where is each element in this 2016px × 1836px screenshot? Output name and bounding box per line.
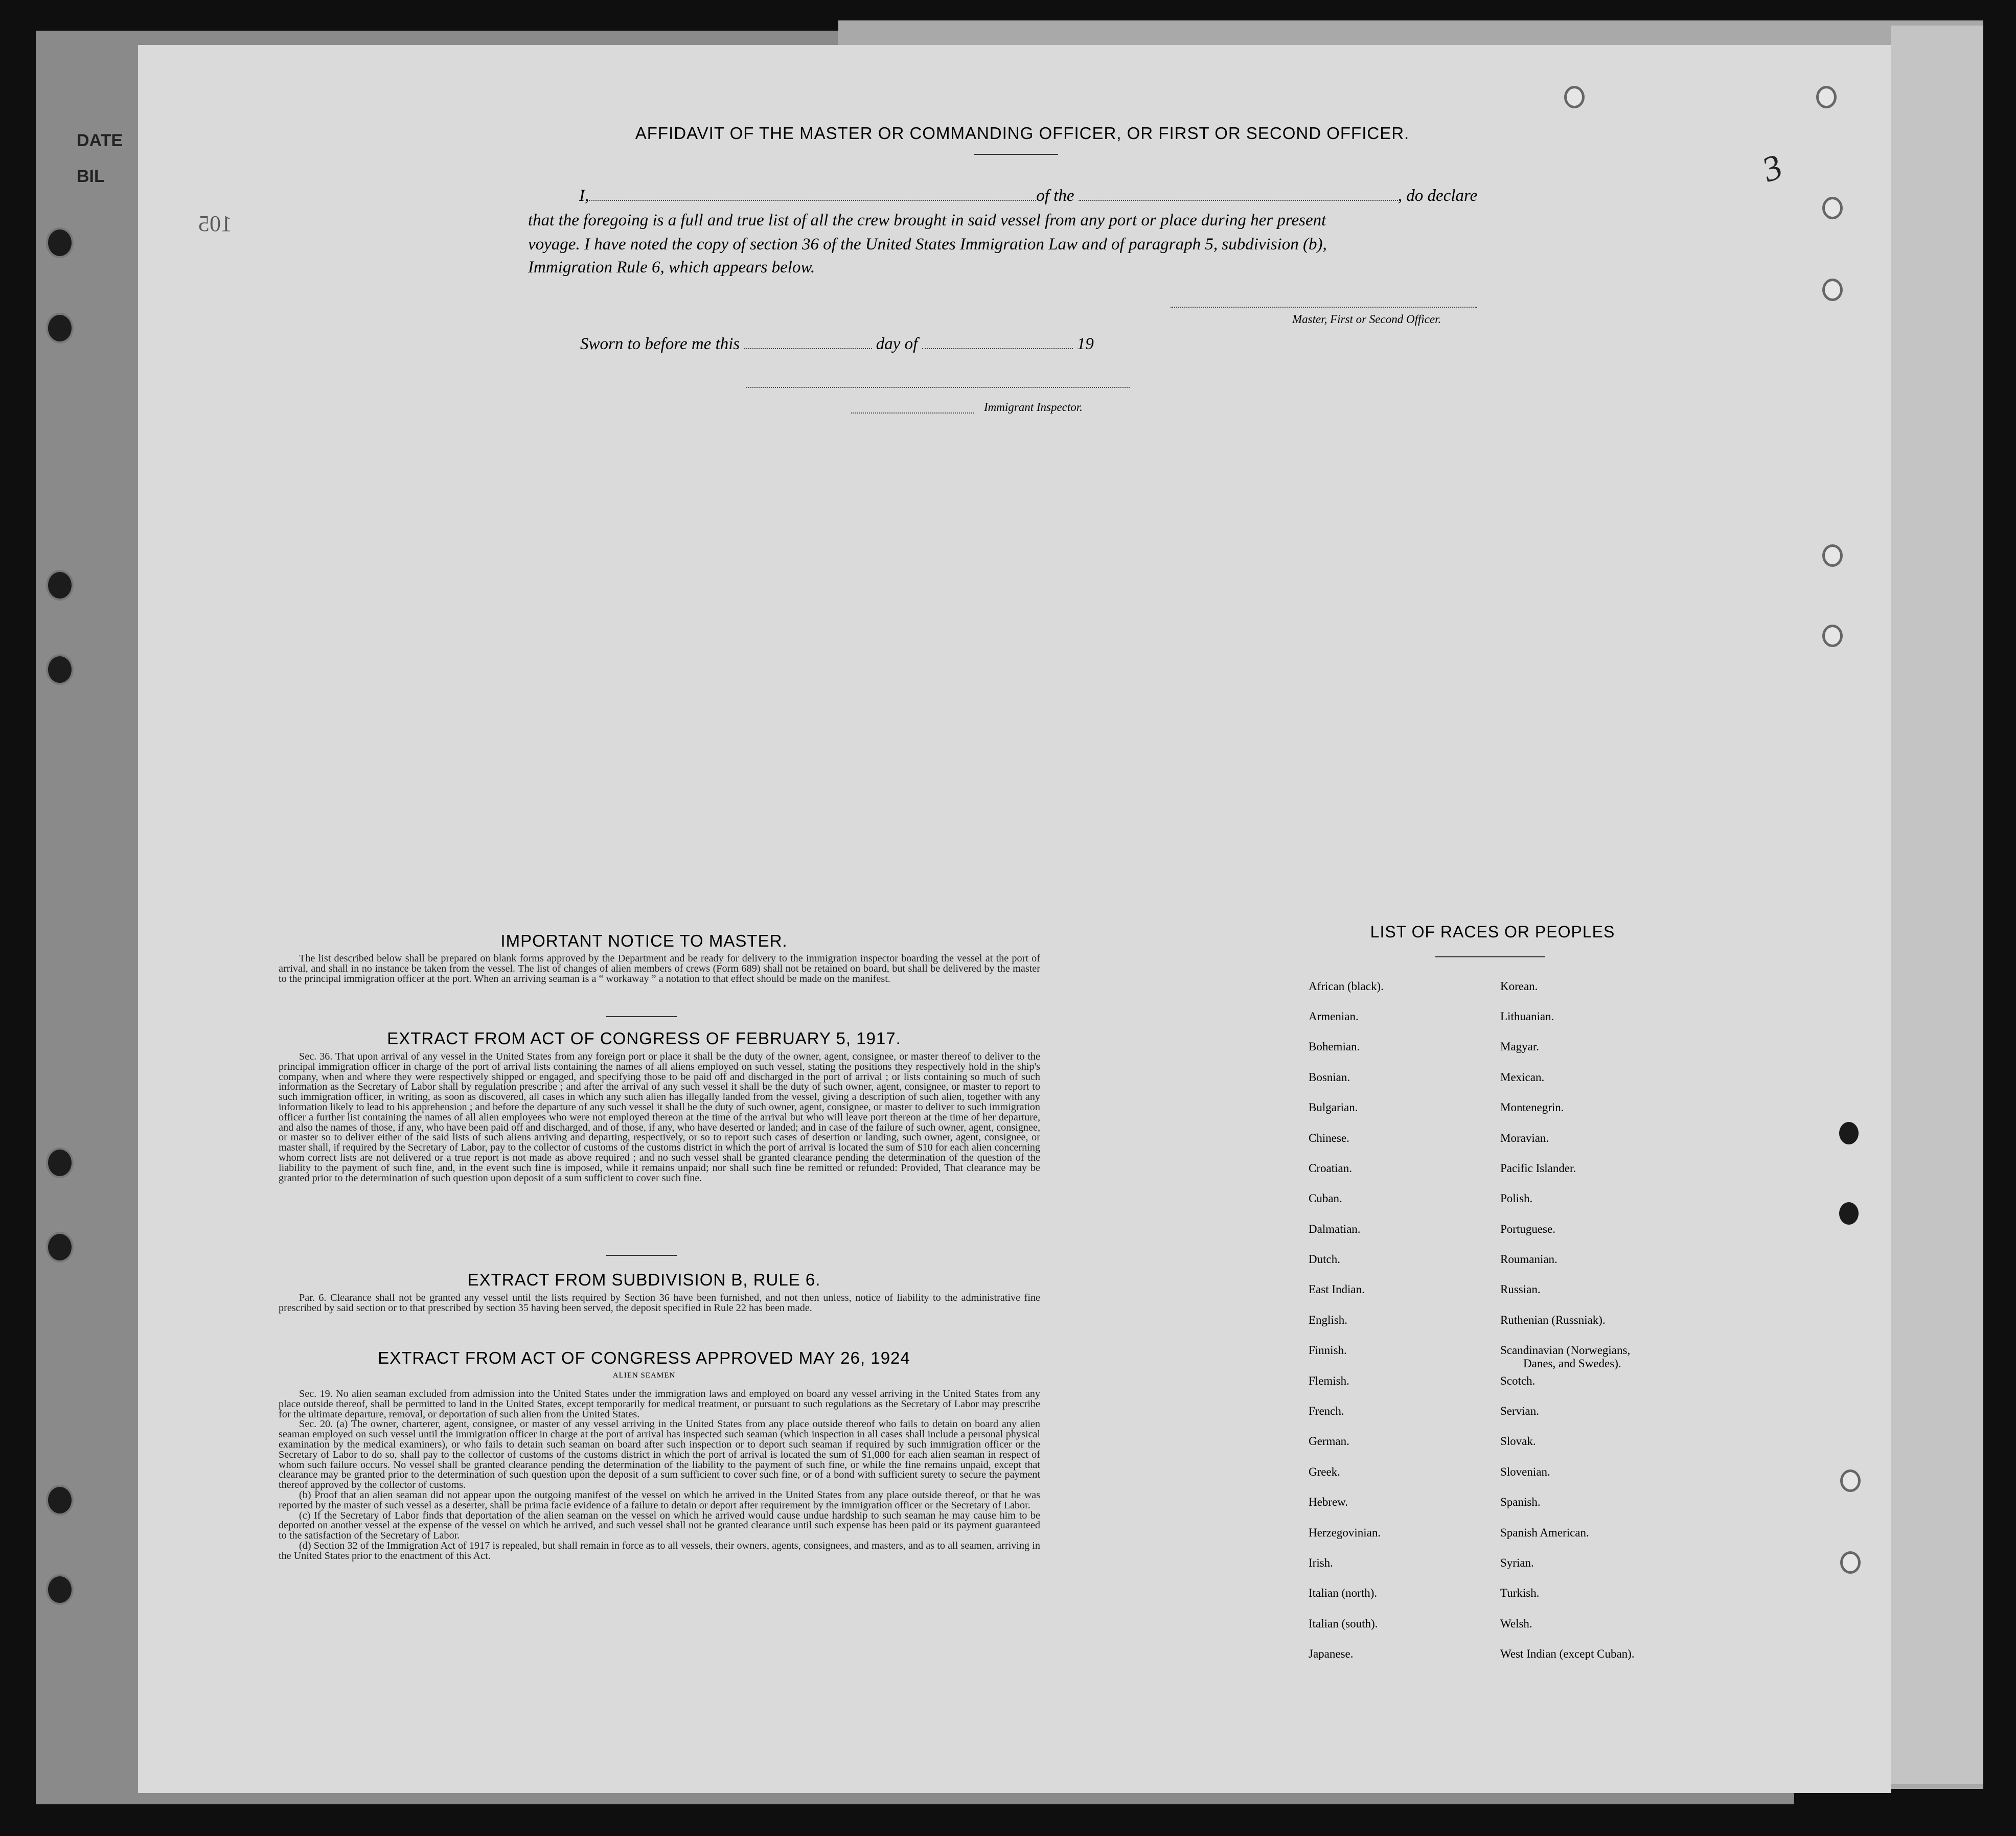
race-item: Turkish. <box>1500 1587 1540 1599</box>
punch-hole <box>1822 197 1843 219</box>
punch-hole <box>1822 544 1843 567</box>
extract-1917-text <box>279 1052 1040 1183</box>
sworn-day-blank <box>744 348 872 349</box>
inspector-caption: Immigrant Inspector. <box>984 401 1083 414</box>
race-item: Italian (north). <box>1309 1587 1378 1599</box>
name-blank <box>589 200 1036 201</box>
race-item: Italian (south). <box>1309 1617 1378 1630</box>
race-item: Montenegrin. <box>1500 1101 1564 1114</box>
vessel-blank <box>1079 200 1398 201</box>
margin-stub-line2: BIL <box>77 167 105 186</box>
race-item: Hebrew. <box>1309 1496 1348 1508</box>
punch-hole <box>46 1232 74 1263</box>
sworn-year: 19 <box>1076 335 1094 353</box>
punch-hole <box>46 1148 74 1178</box>
punch-hole <box>46 1574 74 1605</box>
bleed-through-number: 105 <box>198 211 232 236</box>
extract-1917-rule <box>606 1255 677 1256</box>
extract-1924-paragraph: Sec. 19. No alien seaman excluded from admission into the United States under the immigration laws and employed on board any vessel arriving in the United States from any place outside thereof, shall be permitted to land in the United States, except temporarily for medical treatment, or pursuant to such regulations as the Secretary of Labor may prescribe for the ultimate departure, removal, or deportation of such alien from the United States. <box>279 1388 1040 1420</box>
day-of: day of <box>876 335 918 353</box>
punch-hole <box>46 570 74 601</box>
race-item: Lithuanian. <box>1500 1010 1554 1023</box>
punch-hole <box>46 1485 74 1516</box>
race-item: Russian. <box>1500 1283 1541 1296</box>
race-item: Chinese. <box>1309 1132 1349 1144</box>
punch-hole <box>1839 1202 1859 1225</box>
affidavit-line4: Immigration Rule 6, which appears below. <box>528 258 815 277</box>
affidavit-declare-line <box>579 187 1477 205</box>
punch-hole <box>1840 1551 1861 1574</box>
extract-1924-paragraph: Sec. 20. (a) The owner, charterer, agent, consignee, or master of any vessel arriving in the United States from any place outside thereof who fails to detain on board any alien seaman employed on such vessel until the immigration officer in charge at the port of arrival has inspected such seaman (which inspection in all cases shall include a personal physical examination by the medical examiners), or who fails to detain such seaman on board after such inspection or to deport such seaman if required by such immigration officer or the Secretary of Labor to do so, shall pay to the collector of customs of the customs district in which the port of arrival is located the sum of $1,000 for each alien seaman in respect of whom such failure occurs. No vessel shall be granted clearance pending the determination of the liability to the payment of such fine, or while the fine remains unpaid, except that clearance may be granted prior to the determination of such question upon the deposit of a sum sufficient to cover such fine, or of a bond with sufficient surety to secure the payment thereof approved by the collector of customs. <box>279 1418 1040 1491</box>
extract-rule6-title: EXTRACT FROM SUBDIVISION B, RULE 6. <box>467 1270 821 1289</box>
handwritten-mark: 3 <box>1757 147 1788 190</box>
race-item: Magyar. <box>1500 1040 1540 1053</box>
punch-hole <box>1816 86 1837 108</box>
race-item: German. <box>1309 1435 1349 1448</box>
race-item: Slovak. <box>1500 1435 1536 1448</box>
punch-hole <box>1839 1122 1859 1144</box>
back-sheet-edge <box>1891 26 1983 1784</box>
race-item: Moravian. <box>1500 1132 1549 1144</box>
races-title: LIST OF RACES OR PEOPLES <box>1370 923 1615 941</box>
title-rule <box>974 154 1058 155</box>
officer-signature-line <box>1171 306 1477 308</box>
race-item: Spanish. <box>1500 1496 1541 1508</box>
punch-hole <box>1840 1470 1861 1492</box>
race-item: Finnish. <box>1309 1344 1347 1357</box>
affidavit-line2: that the foregoing is a full and true list of all the crew brought in said vessel from any port or place during her present <box>528 211 1326 230</box>
affidavit-line3: voyage. I have noted the copy of section 36 of the United States Immigration Law and of paragraph 5, subdivision (b), <box>528 235 1327 254</box>
inspector-signature-line-2 <box>851 411 974 414</box>
race-item: Flemish. <box>1309 1374 1349 1387</box>
race-item: Slovenian. <box>1500 1465 1550 1478</box>
extract-1924-subtitle: ALIEN SEAMEN <box>612 1371 676 1380</box>
punch-hole <box>46 654 74 685</box>
notice-rule <box>606 1016 677 1017</box>
race-item: Bosnian. <box>1309 1071 1350 1084</box>
race-item: Herzegovinian. <box>1309 1526 1381 1539</box>
race-item: English. <box>1309 1314 1348 1326</box>
race-item: Syrian. <box>1500 1556 1534 1569</box>
notice-title: IMPORTANT NOTICE TO MASTER. <box>500 931 788 950</box>
extract-rule6-text <box>279 1293 1040 1314</box>
race-item: Cuban. <box>1309 1192 1342 1205</box>
race-item: Dalmatian. <box>1309 1223 1361 1235</box>
race-item: Mexican. <box>1500 1071 1545 1084</box>
punch-hole <box>46 313 74 343</box>
extract-1924-paragraph: (d) Section 32 of the Immigration Act of 1917 is repealed, but shall remain in force as to all vessels, their owners, agents, consignees, and masters, and as to all seamen, arriving in the United States prior to the enactment of this Act. <box>279 1540 1040 1562</box>
punch-hole <box>1564 86 1585 108</box>
affidavit-title: AFFIDAVIT OF THE MASTER OR COMMANDING OFFICER, OR FIRST OR SECOND OFFICER. <box>635 124 1410 143</box>
declare-end: , do declare <box>1398 187 1478 205</box>
punch-hole <box>1822 279 1843 301</box>
race-item: Greek. <box>1309 1465 1340 1478</box>
races-rule <box>1435 956 1545 957</box>
race-item: Pacific Islander. <box>1500 1162 1576 1175</box>
sworn-line <box>580 335 1094 354</box>
race-item: Scandinavian (Norwegians, <box>1500 1344 1631 1357</box>
race-item: West Indian (except Cuban). <box>1500 1647 1635 1660</box>
notice-paragraph: The list described below shall be prepared on blank forms approved by the Department and be ready for delivery to the immigration inspector boarding the vessel at the port of arrival, and shall in no instance be taken from the vessel. The list of changes of alien members of crews (Form 689) shall not be retained on board, but shall be delivered by the master to the principal immigration officer at the port. When an arriving seaman is a “ workaway ” a notation to that effect should be made on the manifest. <box>279 953 1040 984</box>
declare-of: of the <box>1036 187 1074 205</box>
officer-caption: Master, First or Second Officer. <box>1292 313 1441 326</box>
extract-1924-title: EXTRACT FROM ACT OF CONGRESS APPROVED MAY 26, 1924 <box>378 1348 910 1367</box>
race-item: Dutch. <box>1309 1253 1340 1266</box>
punch-hole <box>1822 625 1843 647</box>
extract-1917-title: EXTRACT FROM ACT OF CONGRESS OF FEBRUARY 5, 1917. <box>387 1029 901 1048</box>
race-item: Bulgarian. <box>1309 1101 1358 1114</box>
race-item: African (black). <box>1309 980 1384 993</box>
sworn-month-blank <box>922 348 1073 349</box>
extract-1917-paragraph: Sec. 36. That upon arrival of any vessel in the United States from any foreign port or place it shall be the duty of the owner, agent, consignee, or master thereof to deliver to the principal immigration officer in charge of the port of arrival lists containing the names of all aliens employed on such vessel, stating the positions they respectively hold in the ship's company, when and where they were respectively shipped or engaged, and specifying those to be paid off and discharged in the port of arrival ; or lists containing so much of such information as the Secretary of Labor shall by regulation prescribe ; and after the arrival of any such vessel it shall be the duty of such owner, agent, consignee, or master to report to such immigration officer, in writing, as soon as discovered, all cases in which any such alien has illegally landed from the vessel, giving a description of such alien, together with any information likely to lead to his apprehension ; and before the departure of any such vessel it shall be the duty of such owner, agent, consignee, or master to deliver to such immigration officer a further list containing the names of all alien employees who were not employed thereon at the time of the arrival but who will leave port thereon at the time of her departure, and also the names of those, if any, who have been paid off and discharged, and of those, if any, who have deserted or landed; and in case of the failure of such owner, agent, consignee, or master so to deliver either of the said lists of such aliens arriving and departing, respectively, or so to report such cases of desertion or landing, such owner, agent, consignee, or master shall, if required by the Secretary of Labor, pay to the collector of customs of the customs district in which the port of arrival is located the sum of $10 for each alien concerning whom correct lists are not delivered or a true report is not made as above required ; and no such vessel shall be granted clearance pending the determination of the question of the liability to the payment of such fine, and, in the event such fine is imposed, while it remains unpaid; nor shall such fine be remitted or refunded: Provided, That clearance may be granted prior to the determination of such question upon deposit of a sum sufficient to cover such fine. <box>279 1051 1040 1184</box>
extract-rule6-paragraph: Par. 6. Clearance shall not be granted any vessel until the lists required by Section 36 have been furnished, and not then unless, notice of liability to the administrative fine prescribed by said section or to that prescribed by section 35 having been served, the deposit specified in Rule 22 has been made. <box>279 1292 1040 1314</box>
race-item: Croatian. <box>1309 1162 1352 1175</box>
inspector-signature-line-1 <box>746 386 1130 388</box>
race-item: French. <box>1309 1405 1344 1417</box>
race-item: Portuguese. <box>1500 1223 1555 1235</box>
race-item: Scotch. <box>1500 1374 1536 1387</box>
race-item: Japanese. <box>1309 1647 1354 1660</box>
race-item: Ruthenian (Russniak). <box>1500 1314 1606 1326</box>
race-item: Armenian. <box>1309 1010 1359 1023</box>
race-item: Korean. <box>1500 980 1538 993</box>
race-item: East Indian. <box>1309 1283 1365 1296</box>
race-item: Roumanian. <box>1500 1253 1557 1266</box>
notice-text <box>279 954 1040 984</box>
extract-1924-text <box>279 1389 1040 1562</box>
race-item: Irish. <box>1309 1556 1333 1569</box>
margin-stub <box>77 123 123 194</box>
extract-1924-paragraph: (b) Proof that an alien seaman did not appear upon the outgoing manifest of the vessel on which he arrived in the United States from any place outside thereof, or that he was reported by the master of such vessel as a deserter, shall be prima facie evidence of a failure to detain or deport after requirement by the immigration officer or the Secretary of Labor. <box>279 1489 1040 1511</box>
race-item: Danes, and Swedes). <box>1523 1357 1621 1370</box>
race-item: Polish. <box>1500 1192 1533 1205</box>
race-item: Bohemian. <box>1309 1040 1360 1053</box>
extract-1924-paragraph: (c) If the Secretary of Labor finds that deportation of the alien seaman on the vessel on which he arrived would cause undue hardship to such seaman he may cause him to be deported on another vessel at the expense of the vessel on which he arrived, and such vessel shall not be granted clearance until such expense has been paid or its payment guaranteed to the satisfaction of the Secretary of Labor. <box>279 1509 1040 1542</box>
race-item: Servian. <box>1500 1405 1540 1417</box>
race-item: Welsh. <box>1500 1617 1532 1630</box>
sworn-text: Sworn to before me this <box>580 335 740 353</box>
margin-stub-line1: DATE <box>77 131 123 150</box>
declare-i: I, <box>579 187 589 205</box>
race-item: Spanish American. <box>1500 1526 1589 1539</box>
punch-hole <box>46 227 74 258</box>
